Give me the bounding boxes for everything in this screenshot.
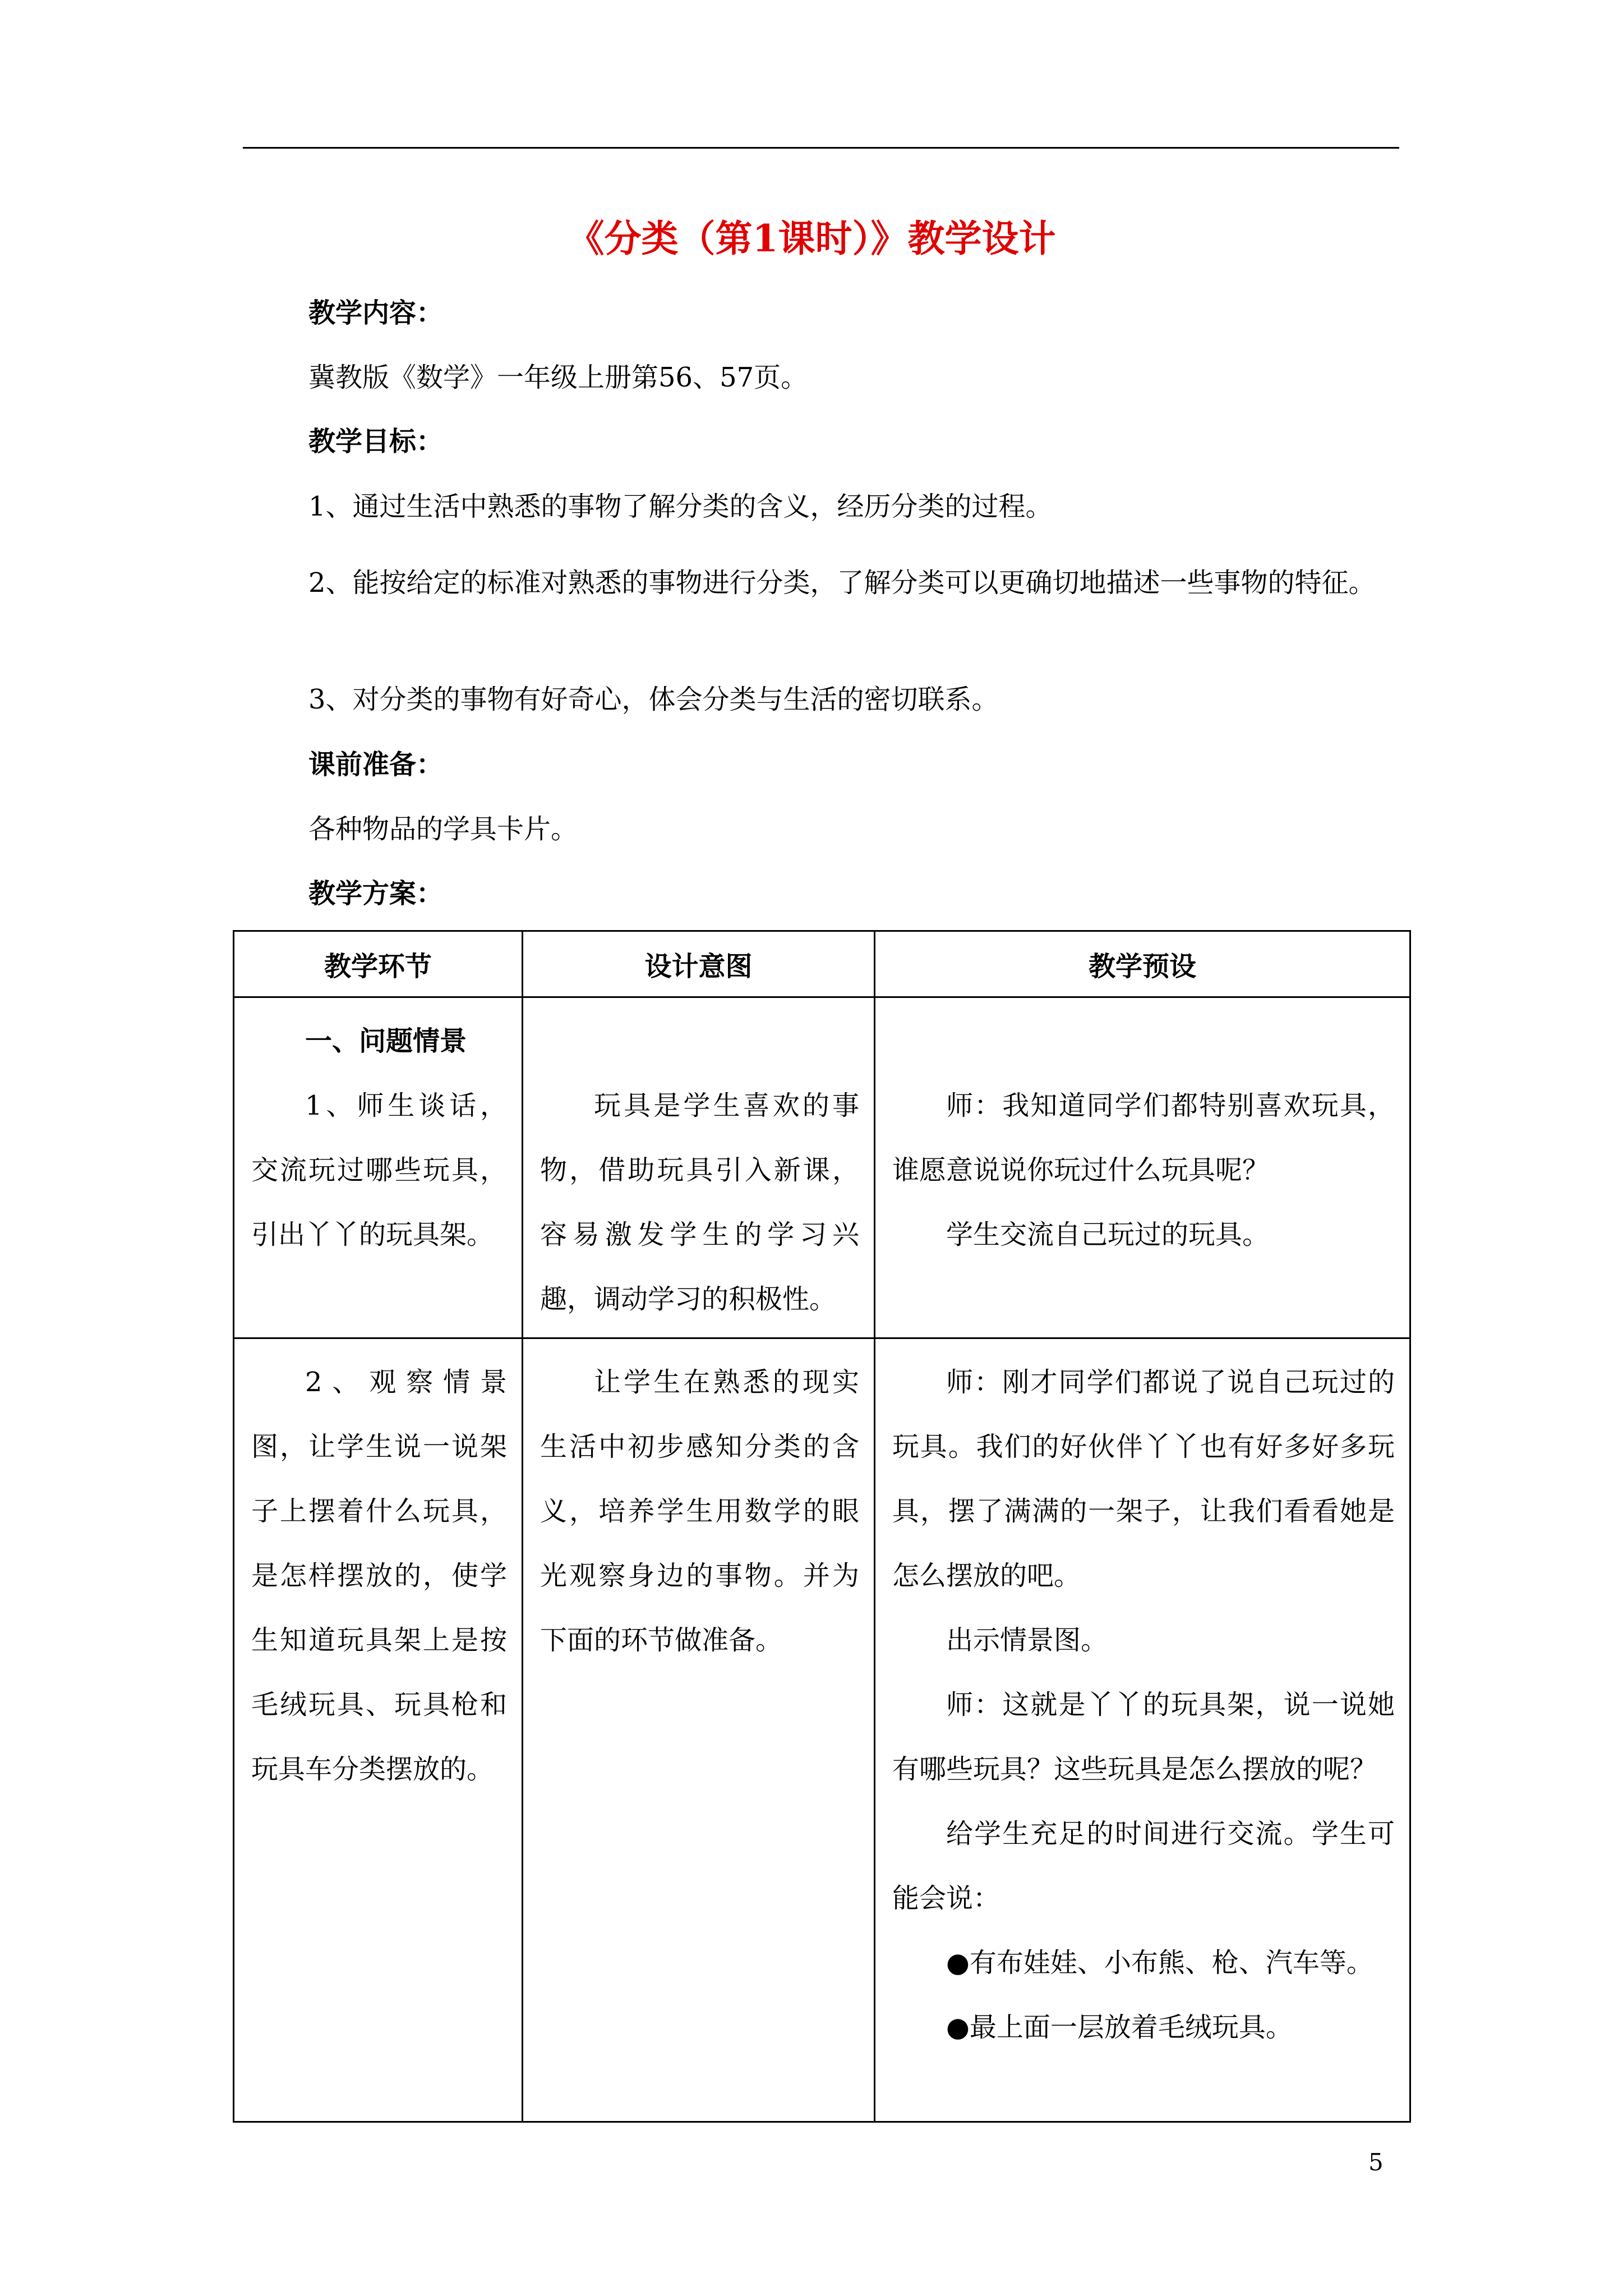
content-text: 冀教版《数学》一年级上册第56、57页。 [308, 362, 808, 393]
content-heading: 教学内容： [308, 297, 444, 329]
preset-line: 师：这就是丫丫的玩具架，说一说她有哪些玩具？这些玩具是怎么摆放的呢？ [892, 1689, 1395, 1785]
stage-cell [234, 997, 523, 1338]
preset-cell [875, 1338, 1410, 2122]
preset-line: ●最上面一层放着毛绒玩具。 [946, 2012, 1293, 2043]
preset-line: 学生交流自己玩过的玩具。 [946, 1219, 1270, 1250]
intent-text: 让学生在熟悉的现实生活中初步感知分类的含义，培养学生用数学的眼光观察身边的事物。并为下面的环节做准备。 [540, 1366, 859, 1656]
preset-line: ●有布娃娃、小布熊、枪、汽车等。 [946, 1947, 1373, 1978]
intent-cell [523, 1338, 875, 2122]
page-number: 5 [1368, 2148, 1384, 2176]
preset-cell [875, 997, 1410, 1338]
table-row [234, 1338, 1410, 2122]
stage-heading: 一、问题情景 [305, 1025, 467, 1057]
intent-text: 玩具是学生喜欢的事物，借助玩具引入新课，容易激发学生的学习兴趣，调动学习的积极性。 [540, 1090, 859, 1315]
plan-heading: 教学方案： [308, 878, 444, 909]
table-header-row [234, 931, 1410, 997]
header-preset: 教学预设 [875, 931, 1410, 997]
goal-heading: 教学目标： [308, 426, 444, 457]
goal-3: 3、对分类的事物有好奇心，体会分类与生活的密切联系。 [308, 684, 999, 715]
header-intent: 设计意图 [523, 931, 875, 997]
prep-heading: 课前准备： [308, 749, 444, 780]
document-title: 《分类（第1课时）》教学设计 [567, 217, 1056, 260]
stage-text: 2、观察情景图，让学生说一说架子上摆着什么玩具，是怎样摆放的，使学生知道玩具架上是按毛绒玩具、玩具枪和玩具车分类摆放的。 [251, 1366, 507, 1785]
stage-cell [234, 1338, 523, 2122]
prep-text: 各种物品的学具卡片。 [308, 813, 578, 845]
preset-line: 师：刚才同学们都说了说自己玩过的玩具。我们的好伙伴丫丫也有好多好多玩具，摆了满满的一架子，让我们看看她是怎么摆放的吧。 [892, 1366, 1395, 1591]
header-rule [243, 147, 1399, 149]
preset-line: 给学生充足的时间进行交流。学生可能会说： [892, 1818, 1395, 1914]
table-row [234, 997, 1410, 1338]
teaching-plan-table [233, 930, 1411, 2123]
stage-text: 1、师生谈话，交流玩过哪些玩具，引出丫丫的玩具架。 [251, 1090, 507, 1250]
intent-cell [523, 997, 875, 1338]
goal-2: 2、能按给定的标准对熟悉的事物进行分类，了解分类可以更确切地描述一些事物的特征。 [308, 567, 1376, 599]
preset-line: 师：我知道同学们都特别喜欢玩具，谁愿意说说你玩过什么玩具呢？ [892, 1090, 1395, 1186]
goal-1: 1、通过生活中熟悉的事物了解分类的含义，经历分类的过程。 [308, 491, 1053, 522]
preset-line: 出示情景图。 [946, 1625, 1108, 1656]
header-stage: 教学环节 [234, 931, 523, 997]
